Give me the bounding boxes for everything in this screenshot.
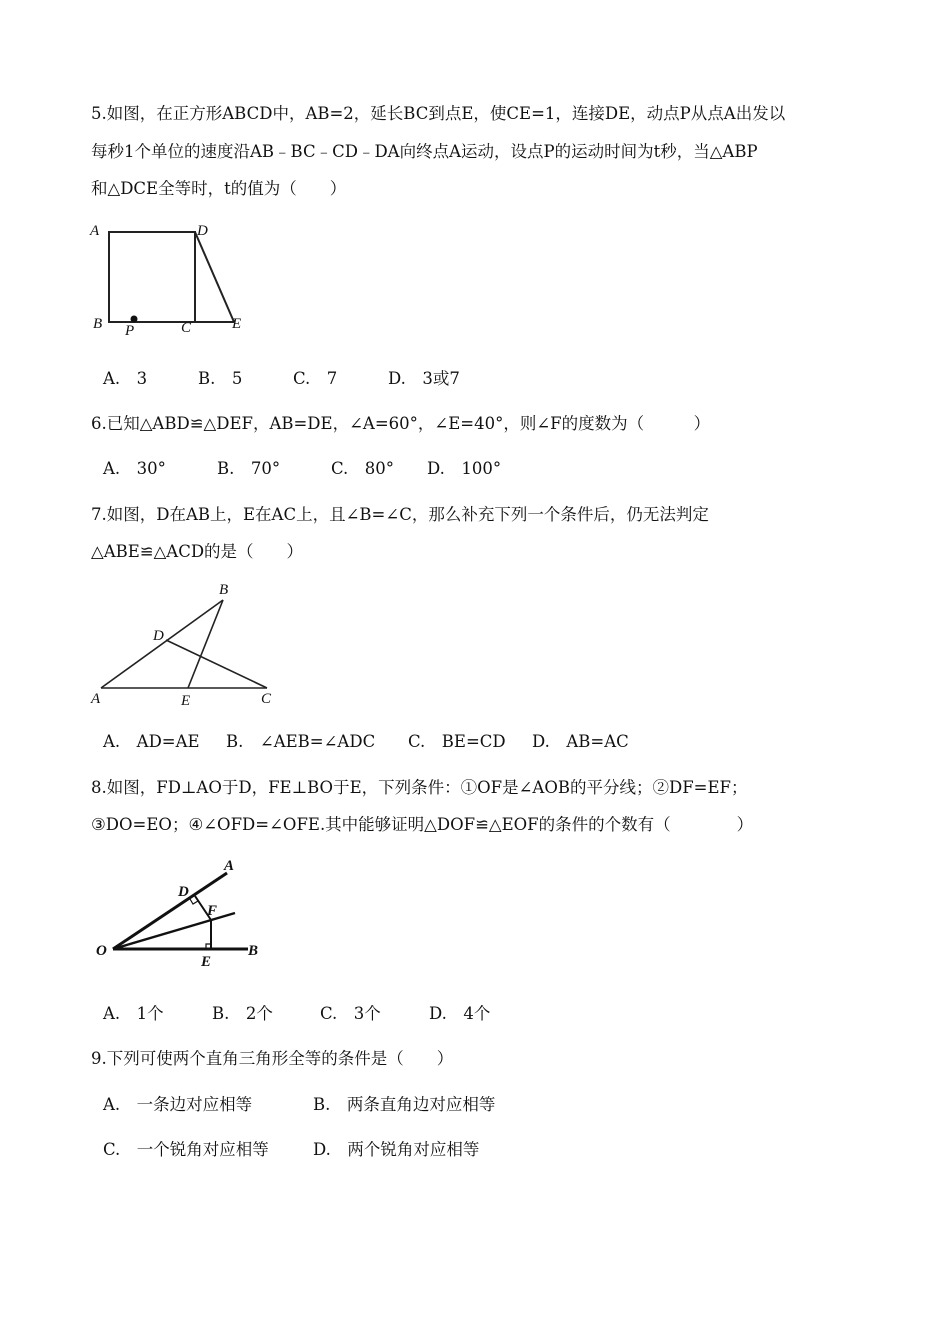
q7-text-line-1: 7.如图，D在AB上，E在AC上，且∠B=∠C，那么补充下列一个条件后，仍无法判定 <box>91 505 709 524</box>
q9-option-b[interactable]: B. 两条直角边对应相等 <box>313 1095 496 1114</box>
q9-option-c[interactable]: C. 一个锐角对应相等 <box>103 1140 269 1159</box>
q7-option-a[interactable]: A. AD=AE <box>103 732 200 751</box>
q8-option-a[interactable]: A. 1个 <box>103 1004 164 1023</box>
q5-point-p <box>131 316 138 323</box>
q5-text-line-2: 每秒1个单位的速度沿AB﹣BC﹣CD﹣DA向终点A运动，设点P的运动时间为t秒，当△ABP <box>91 142 758 161</box>
q5-option-d[interactable]: D. 3或7 <box>388 369 460 388</box>
q7-triangle-figure <box>85 578 285 708</box>
q6-option-c[interactable]: C. 80° <box>331 459 395 478</box>
q5-square <box>109 232 195 322</box>
q6-option-d[interactable]: D. 100° <box>427 459 502 478</box>
q8-text-line-1: 8.如图，FD⊥AO于D，FE⊥BO于E，下列条件：①OF是∠AOB的平分线；②DF=EF； <box>91 778 748 797</box>
q6-option-a[interactable]: A. 30° <box>103 459 166 478</box>
q5-label-e: E <box>232 316 242 332</box>
q5-square-figure <box>85 218 265 338</box>
q5-label-b: B <box>93 316 103 332</box>
q7-option-c[interactable]: C. BE=CD <box>408 732 506 751</box>
q8-bisector-figure <box>88 850 278 970</box>
q6-text-line-1: 6.已知△ABD≌△DEF，AB=DE，∠A=60°，∠E=40°，则∠F的度数为（ ） <box>91 414 711 433</box>
q9-option-a[interactable]: A. 一条边对应相等 <box>103 1095 253 1114</box>
q7-label-a: A <box>91 691 101 707</box>
q5-text-line-3: 和△DCE全等时，t的值为（ ） <box>91 179 347 198</box>
q5-label-p: P <box>125 323 135 338</box>
q8-label-d: D <box>178 884 189 900</box>
q8-text-line-2: ③DO=EO；④∠OFD=∠OFE.其中能够证明△DOF≌△EOF的条件的个数有（ ） <box>91 815 754 834</box>
q5-option-c[interactable]: C. 7 <box>293 369 338 388</box>
q5-option-a[interactable]: A. 3 <box>103 369 148 388</box>
q6-option-b[interactable]: B. 70° <box>217 459 281 478</box>
q8-label-o: O <box>96 943 107 959</box>
q7-label-d: D <box>153 628 164 644</box>
q8-label-e: E <box>201 954 212 970</box>
q7-text-line-2: △ABE≌△ACD的是（ ） <box>91 542 304 561</box>
q7-segment-dc <box>166 640 267 688</box>
q8-label-f: F <box>207 903 218 919</box>
q8-option-c[interactable]: C. 3个 <box>320 1004 381 1023</box>
q5-label-c: C <box>181 320 192 336</box>
q5-option-b[interactable]: B. 5 <box>198 369 243 388</box>
q8-label-b: B <box>248 943 259 959</box>
q5-text-line-1: 5.如图，在正方形ABCD中，AB=2，延长BC到点E，使CE=1，连接DE，动点P从点A出发以 <box>91 104 786 123</box>
q5-label-d: D <box>197 223 208 239</box>
q8-option-d[interactable]: D. 4个 <box>429 1004 491 1023</box>
q7-option-d[interactable]: D. AB=AC <box>532 732 629 751</box>
q7-option-b[interactable]: B. ∠AEB=∠ADC <box>226 732 376 751</box>
q7-label-c: C <box>261 691 272 707</box>
q5-label-a: A <box>90 223 100 239</box>
q5-segment-de <box>195 232 234 322</box>
q7-label-b: B <box>219 582 229 598</box>
q9-text-line-1: 9.下列可使两个直角三角形全等的条件是（ ） <box>91 1049 454 1068</box>
q8-label-a: A <box>224 858 235 874</box>
q7-label-e: E <box>181 693 191 708</box>
q8-option-b[interactable]: B. 2个 <box>212 1004 273 1023</box>
q9-option-d[interactable]: D. 两个锐角对应相等 <box>313 1140 480 1159</box>
